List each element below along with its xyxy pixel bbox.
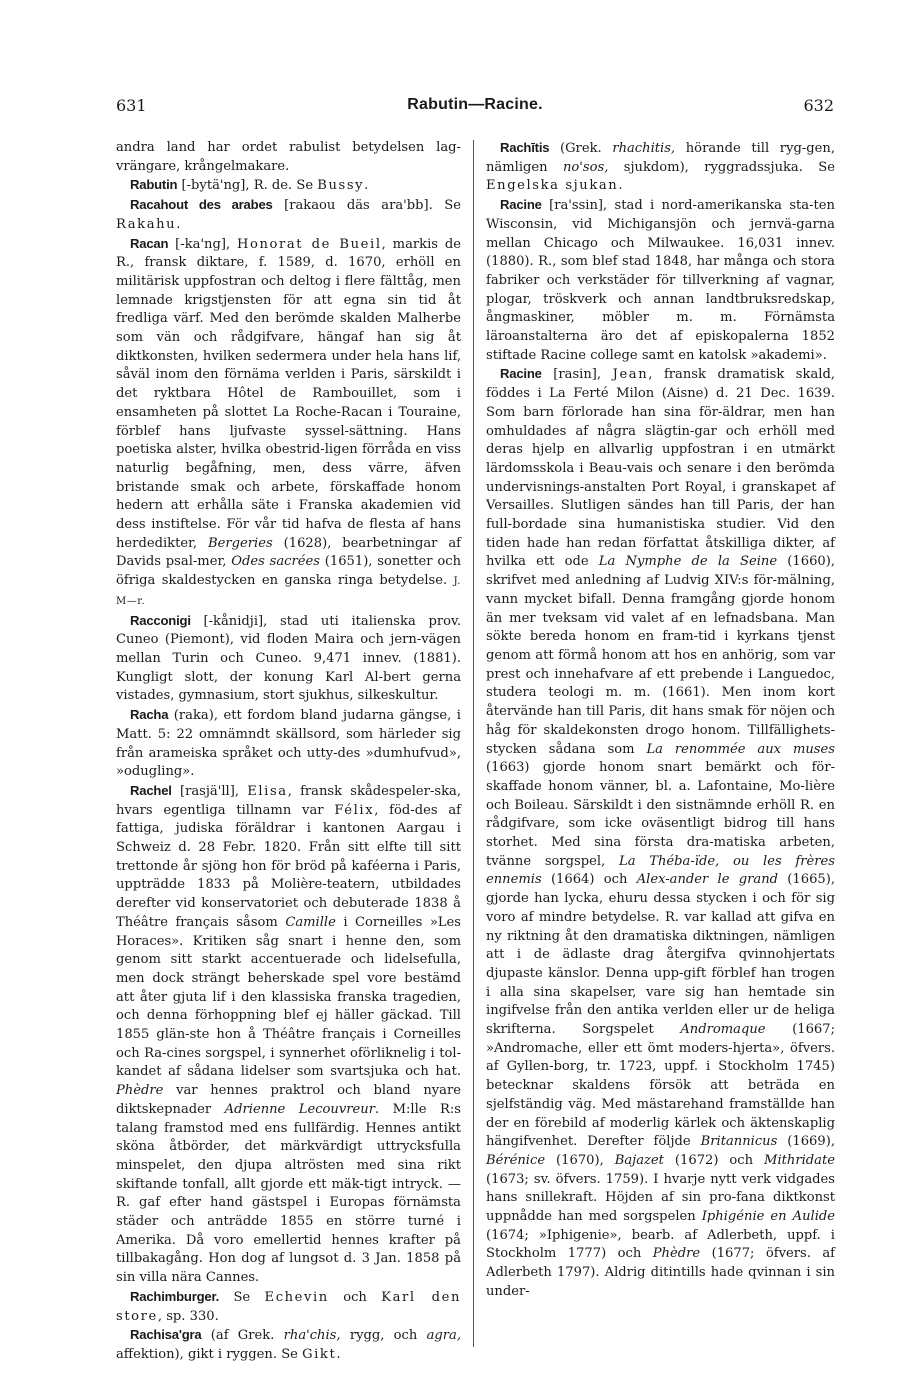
work-title: Phèdre [116, 1083, 164, 1099]
entry-text: , föd-des af fattiga, judiska föräldrar i kantonen Aargau i Schweiz d. 28 Febr. 1820. Från sitt elfte till sitt trettonde år sjöng hon för bröd på kaféerna i Paris, uppträdde 1833 på Molière-teatern, utbildades derefter vid konservatoriet och debuterade 1838 å Théâtre français såsom [116, 802, 461, 930]
entry-text: , fransk skådespeler-ska, hvars egentliga tillnamn var [116, 783, 461, 818]
entry-text: [-bytä'ng], R. de. Se [177, 178, 318, 194]
page-number-right: 632 [803, 96, 834, 115]
entry-text: (1670), [545, 1152, 615, 1168]
entry-text: (1674; »Iphigenie», bearb. af Adlerbeth, uppf. i Stockholm 1777) och [486, 1227, 835, 1262]
entry-text: rygg, och [340, 1328, 427, 1344]
author-signature: J. M—r. [116, 576, 461, 607]
cross-reference: Engelska sjukan [486, 178, 619, 194]
entry-text: . [336, 1347, 341, 1362]
entry-text: [-ka'ng], [168, 236, 238, 252]
work-title: Adrienne Lecouvreur [224, 1101, 375, 1117]
entry-text: . [618, 178, 623, 194]
continued-entry [116, 139, 461, 176]
person-name: Félix [334, 802, 375, 818]
headword: Rachītis [500, 140, 550, 155]
entry-text: [rasjä'll], [171, 783, 248, 799]
entry-text: hörande till ryg-gen, nämligen [486, 141, 835, 175]
left-column [116, 139, 461, 1365]
person-name: Jean [612, 367, 649, 383]
headword: Rachisa'gra [130, 1327, 202, 1343]
work-title: Odes sacrées [231, 554, 320, 570]
work-title: La Nymphe de la Seine [598, 554, 778, 570]
work-title: Andromaque [680, 1022, 766, 1038]
entry-text: (1669), [777, 1134, 835, 1150]
work-title: Camille [285, 914, 336, 930]
running-title: Rabutin—Racine. [407, 96, 543, 113]
work-title: La Théba-ïde, ou les frères ennemis [486, 853, 835, 888]
entry-text: (1667; »Andromache, eller ett ömt moders-hjerta», öfvers. af Gyllen-borg, tr. 1723, uppf. i Stockholm 1745) betecknar skaldens försök att beträda en sjelfständig väg. Med mästarehand framställde han der en förebild af moderlig kärlek och äktenskaplig hängifvenhet. Derefter följde [486, 1022, 835, 1150]
entry-text: (1663) gjorde honom snart bemärkt och för-skaffade honom vänner, bl. a. Lafontaine, Mo-lière och Boileau. Särskildt i den sistnämnde erhöll R. en rådgifvare, som icke oväsentligt bidrog till hans storhet. Med sina första dra-matiska arbeten, tvänne sorgspel, [486, 760, 835, 869]
entry-text: (1677; öfvers. af Adlerbeth 1797). Aldrig ditintills hade qvinnan i sin under- [486, 1246, 836, 1299]
entry-text: (1673; sv. öfvers. 1759). I hvarje nytt verk vidgades hans snillekraft. Höjden af sin pro-fana diktkonst uppnådde han med sorgspelen [486, 1171, 835, 1225]
work-title: Bérénice [486, 1152, 546, 1168]
cross-reference: Echevin [264, 1289, 329, 1305]
entry-racan [116, 235, 461, 612]
entry-text: . M:lle R:s talang framstod med ens fullfärdig. Hennes antikt sköna åtbörder, det märkvärdigt uttrycksfulla minspelet, den djupa altrösten med sina rikt skiftande tonfall, allt gjorde ett mäk-tigt intryck. — R. gaf efter hand gästspel i Europas förnämsta städer och anträdde 1855 en större turné i Amerika. Då voro emellertid hennes krafter på tillbakagång. Hon dog af lungsot d. 3 Jan. 1858 på sin villa nära Cannes. [116, 1101, 461, 1286]
person-name: Elisa [247, 783, 288, 799]
cross-reference: Gikt [302, 1347, 337, 1362]
entry-text: , fransk dramatisk skald, föddes i La Ferté Milon (Aisne) d. 21 Dec. 1639. Som barn förlorade han sina för-äldrar, men han omhuldades af några slägtin-gar och erhöll med deras hjelp en allvarlig uppfostran i en utmärkt lärdomsskola i Beau-vais och senare i den berömda undervisnings-anstalten Port Royal, i granskapet af Versailles. Slutligen sändes han till Paris, der han full-bordade sina humanistiska studier. Vid den tiden hade han redan författat åtskilliga dikter, af hvilka ett ode [486, 367, 835, 570]
entry-text: [ra'ssin], stad i nord-amerikanska sta-ten Wisconsin, vid Michigansjön och jernvä-garna mellan Chicago och Milwaukee. 16,031 innev. (1880). R., som blef stad 1848, har många och stora fabriker och verkstäder för tillverkning af vagnar, plogar, tröskverk och annan landtbruksredskap, ångmaskiner, möbler m. m. Förnämsta läroanstalterna äro det af episkopalerna 1852 stiftade Racine college samt en katolsk »akademi». [486, 198, 835, 363]
entry-rachisagra [116, 1326, 461, 1364]
headword: Racconigi [130, 612, 191, 628]
cross-reference: Karl den store [116, 1289, 461, 1324]
headword: Racan [130, 235, 169, 251]
greek-term: agra, [426, 1328, 461, 1344]
entry-text: [rasin], [541, 367, 613, 383]
entry-text: affektion), gikt i ryggen. Se [116, 1347, 303, 1362]
page-header [116, 96, 834, 118]
entry-text: andra land har ordet rabulist betydelsen lag-vrängare, krångelmakare. [116, 140, 461, 174]
entry-text: sjukdom), ryggradssjuka. Se [608, 159, 835, 175]
entry-text: . [364, 178, 369, 194]
right-column [486, 139, 835, 1302]
work-title: Phèdre [652, 1246, 701, 1262]
entry-racahout [116, 196, 461, 234]
headword: Racha [130, 707, 169, 723]
entry-rabutin [116, 176, 461, 196]
headword: Racine [500, 366, 542, 382]
entry-racha [116, 706, 461, 782]
greek-term: rhachitis, [612, 141, 676, 156]
greek-term: rha'chis, [283, 1328, 341, 1344]
entry-text: [rakaou däs ara'bb]. Se [272, 198, 461, 214]
entry-text: var hennes praktrol och bland nyare diktskepnader [116, 1083, 461, 1117]
headword: Racahout des arabes [130, 197, 273, 213]
entry-text: (raka), ett fordom bland judarna gängse, i Matt. 5: 22 omnämndt skällsord, som härleder sig från arameiska språket och utty-des »dumhufvud», »odugling». [116, 708, 461, 780]
headword: Rabutin [130, 177, 178, 193]
entry-rachel [116, 782, 461, 1288]
cross-reference: Rakahu [116, 216, 177, 232]
work-title: La renommée aux muses [646, 741, 835, 757]
work-title: Iphigénie en Aulide [701, 1209, 836, 1225]
headword: Rachel [130, 782, 172, 798]
page-number-left: 631 [116, 96, 147, 115]
work-title: Bajazet [614, 1152, 664, 1168]
entry-racine-jean [486, 365, 835, 1301]
entry-text: (1664) och [541, 872, 637, 888]
entry-text: (1660), skrifvet med anledning af Ludvig XIV:s för-mälning, vann mycket bifall. Denna framgång gjorde honom än mer tveksam vid valet af en lefnadsbana. Man sökte bereda honom en fram-tid i kyrkans tjenst genom att förmå honom att hos en anhörig, som var prest och innehafvare af ett prebende i Languedoc, studera teologi m. m. (1661). Men inom kort återvände han till Paris, dit hans smak för nöjen och håg för skaldekonsten drogo honom. Tillfällighets-stycken sådana som [486, 554, 835, 757]
entry-text: , sp. 330. [157, 1308, 219, 1324]
column-divider [473, 140, 474, 1347]
entry-text: [-kånidji], stad uti italienska prov. Cuneo (Piemont), vid floden Maira och jern-vägen mellan Turin och Cuneo. 9,471 innev. (1881). Kungligt slott, der konung Karl Al-bert gerna vistades, gymnasium, stort sjukhus, silkeskultur. [116, 613, 461, 704]
entry-racine-city [486, 196, 835, 365]
headword: Rachimburger. [130, 1288, 220, 1304]
entry-text: , markis de R., fransk diktare, f. 1589, d. 1670, erhöll en militärisk uppfostran och deltog i flere fälttåg, men lemnade krigstjensten för att egna sin tid åt fredliga värf. Med den berömde skalden Malherbe som vän och rådgifvare, hängaf han sig åt diktkonsten, hvilken sedermera under hela hans lif, såväl inom den förnäma verlden i Paris, särskildt i det ryktbara Hôtel de Rambouillet, som i ensamheten på slottet La Roche-Racan i Touraine, förblef hans ljufvaste syssel-sättning. Hans poetiska alster, hvilka obestrid-ligen förråda en viss naturlig begåfning, men, dess värre, äfven bristande smak och arbete, förskaffade honom hedern att erhålla säte i Franska akademien vid dess instiftelse. För vår tid hafva de flesta af hans herdedikter, [116, 236, 461, 551]
work-title: Alex-ander le grand [636, 872, 779, 888]
entry-text: (1665), gjorde han lycka, ehuru dessa stycken i och för sig voro af mindre betydelse. R. var kallad att gifva en ny riktning åt den dramatiska diktningen, nämligen att i de ädlaste drag återgifva qvinnohjertats djupaste känslor. Denna upp-gift förblef han trogen i alla sina skapelser, vare sig han hemtade sin ingifvelse från den antika verlden eller ur de heliga skrifterna. Sorgspelet [486, 872, 835, 1038]
entry-text: (af Grek. [201, 1328, 284, 1344]
work-title: Britannicus [700, 1134, 778, 1150]
entry-text: (1651), sonetter och öfriga skaldestycken en ganska ringa betydelse. [116, 554, 462, 589]
entry-text: Se [219, 1289, 265, 1305]
entry-racconigi [116, 612, 461, 707]
work-title: Bergeries [208, 535, 273, 551]
person-name: Honorat de Bueil [237, 236, 382, 252]
work-title: Mithridate [764, 1152, 835, 1168]
headword: Racine [500, 197, 542, 213]
cross-reference: Bussy [317, 178, 365, 194]
entry-rachimburger [116, 1288, 461, 1326]
entry-text: (Grek. [549, 141, 613, 156]
greek-term: no'sos, [562, 159, 609, 175]
entry-text: (1628), bearbetningar af Davids psal-mer, [116, 535, 461, 570]
entry-text: och [328, 1289, 382, 1305]
entry-rachitis [486, 139, 835, 196]
entry-text: (1672) och [663, 1152, 765, 1168]
entry-text: i Corneilles »Les Horaces». Kritiken såg snart i henne den, som genom sitt starkt accentuerade och lidelsefulla, men dock strängt beherskade spel vore bestämd att åter gjuta lif i den klassiska franska tragedien, och denna förhoppning blef ej häller gäckad. Till 1855 glän-ste hon å Théâtre français i Corneilles och Ra-cines sorgspel, i synnerhet oförliknelig i tol-kandet af sådana lidelser som svartsjuka och hat. [116, 914, 461, 1080]
entry-text: . [176, 216, 181, 232]
